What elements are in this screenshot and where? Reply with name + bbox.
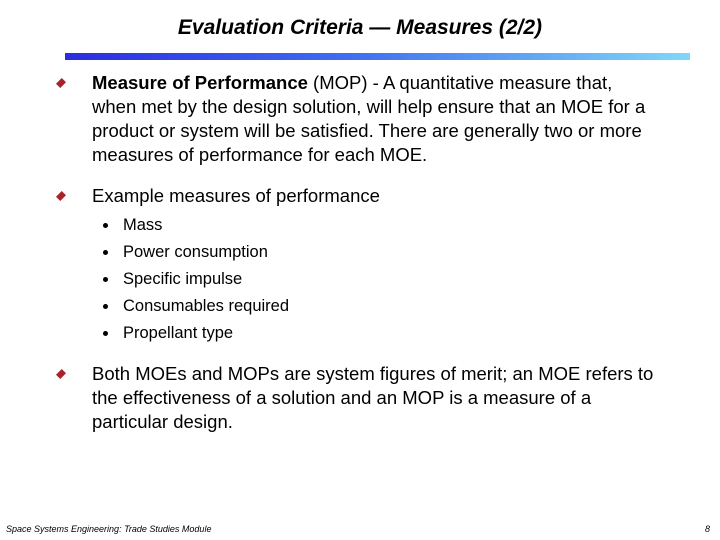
bullet-bold-lead: Measure of Performance [92, 72, 308, 93]
list-item [100, 266, 289, 293]
list-item-label: Mass [123, 216, 163, 234]
dot-bullet-icon [103, 223, 108, 228]
list-item [100, 212, 289, 239]
list-item-label: Propellant type [123, 324, 234, 342]
bullet-text-mop [92, 71, 658, 167]
list-item [100, 239, 289, 266]
dot-bullet-icon [103, 250, 108, 255]
slide-title: Evaluation Criteria — Measures (2/2) [177, 16, 543, 39]
list-item [100, 320, 289, 347]
list-item-label: Consumables required [123, 297, 290, 315]
list-item [100, 293, 289, 320]
dot-bullet-icon [103, 304, 108, 309]
bullet-figures-of-merit [58, 362, 658, 434]
title-underline-rule [65, 53, 690, 60]
bullet-example-measures [58, 184, 658, 208]
footer-text: Space Systems Engineering: Trade Studies Module [6, 524, 212, 534]
diamond-bullet-icon [56, 78, 66, 88]
dot-bullet-icon [103, 331, 108, 336]
list-item-label: Power consumption [123, 243, 268, 261]
bullet-definition: (MOP) - A quantitative measure that, when met by the design solution, will help ensure that an MOE for a product or system will be satisfied. There are generally two or more measures of performance for each MOE. [92, 72, 646, 165]
list-item-label: Specific impulse [123, 270, 243, 288]
bullet-measure-of-performance [58, 71, 658, 167]
example-measures-list [100, 212, 289, 347]
page-number: 8 [704, 524, 710, 534]
bullet-text-examples: Example measures of performance [92, 185, 380, 206]
dot-bullet-icon [103, 277, 108, 282]
diamond-bullet-icon [56, 191, 66, 201]
diamond-bullet-icon [56, 369, 66, 379]
bullet-text-figures-of-merit: Both MOEs and MOPs are system figures of merit; an MOE refers to the effectiveness of a solution and an MOP is a measure of a particular design. [92, 363, 654, 432]
